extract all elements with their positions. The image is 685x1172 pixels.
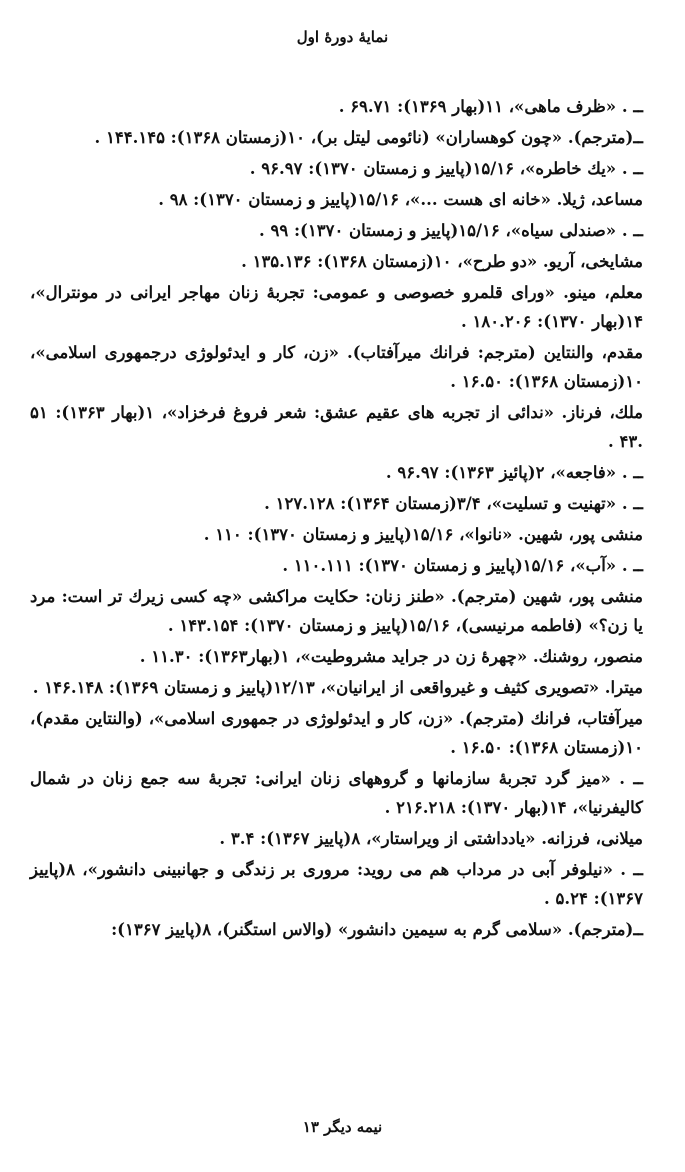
bibliography-list	[30, 92, 643, 946]
bibliography-entry: ملك، فرناز. «ندائی از تجربه های عقیم عشق: شعر فروغ فرخزاد»، ۱(بهار ۱۳۶۳): ۵۱ .۴۳ .	[30, 403, 643, 451]
bibliography-entry: منصور، روشنك. «چهرهٔ زن در جراید مشروطیت»، ۱(بهار۱۳۶۳): ۱۱.۳۰ .	[139, 647, 643, 666]
bibliography-entry: مساعد، ژیلا. «خانه ای هست ...»، ۱۵/۱۶(پاییز و زمستان ۱۳۷۰): ۹۸ .	[158, 190, 643, 209]
bibliography-entry: منشی پور، شهین (مترجم). «طنز زنان: حکایت مراکشی «چه کسی زیرك تر است: مرد یا زن؟» (فاطمه مرنیسی)، ۱۵/۱۶(پاییز و زمستان ۱۳۷۰): ۱۴۳.۱۵۴ .	[30, 587, 643, 635]
bibliography-entry: منشی پور، شهین. «نانوا»، ۱۵/۱۶(پاییز و زمستان ۱۳۷۰): ۱۱۰ .	[203, 525, 643, 544]
page-footer: نیمه دیگر ۱۳	[302, 1118, 383, 1136]
bibliography-entry: مشایخی، آریو. «دو طرح»، ۱۰(زمستان ۱۳۶۸): ۱۳۵.۱۳۶ .	[241, 252, 643, 271]
bibliography-entry: میترا. «تصویری کثیف و غیرواقعی از ایرانیان»، ۱۲/۱۳(پاییز و زمستان ۱۳۶۹): ۱۴۶.۱۴۸ .	[32, 678, 643, 697]
bibliography-entry: ــ . «ظرف ماهی»، ۱۱(بهار ۱۳۶۹): ۶۹.۷۱ .	[338, 97, 643, 116]
bibliography-entry: ــ . «صندلی سیاه»، ۱۵/۱۶(پاییز و زمستان ۱۳۷۰): ۹۹ .	[258, 221, 643, 240]
bibliography-entry: ــ . «تهنیت و تسلیت»، ۳/۴(زمستان ۱۳۶۴): ۱۲۷.۱۲۸ .	[264, 494, 643, 513]
bibliography-entry: ــ . «میز گرد تجربهٔ سازمانها و گروههای زنان ایرانی: تجربهٔ سه جمع زنان در شمال کالیفرنیا»، ۱۴(بهار ۱۳۷۰): ۲۱۶.۲۱۸ .	[30, 769, 643, 817]
bibliography-entry: ــ . «آب»، ۱۵/۱۶(پاییز و زمستان ۱۳۷۰): ۱۱۰.۱۱۱ .	[282, 556, 643, 575]
bibliography-entry: ــ . «یك خاطره»، ۱۵/۱۶(پاییز و زمستان ۱۳۷۰): ۹۶.۹۷ .	[249, 159, 643, 178]
bibliography-entry: ــ(مترجم). «چون کوهساران» (نائومی لیتل بر)، ۱۰(زمستان ۱۳۶۸): ۱۴۴.۱۴۵ .	[94, 128, 643, 147]
bibliography-entry: ــ . «فاجعه»، ۲(پائیز ۱۳۶۳): ۹۶.۹۷ .	[385, 463, 643, 482]
bibliography-entry: ــ . «نیلوفر آبی در مرداب هم می روید: مروری بر زندگی و جهانبینی دانشور»، ۸(پاییز ۱۳۶۷): ۵.۲۴ .	[30, 860, 643, 908]
running-head: نمایهٔ دورهٔ اول	[296, 28, 389, 46]
bibliography-entry: ــ(مترجم). «سلامی گرم به سیمین دانشور» (والاس استگنر)، ۸(پاییز ۱۳۶۷):	[111, 920, 643, 939]
bibliography-entry: میرآفتاب، فرانك (مترجم). «زن، کار و ایدئولوژی در جمهوری اسلامی»، (والنتاین مقدم)، ۱۰(زمستان ۱۳۶۸): ۱۶.۵۰ .	[30, 709, 643, 757]
bibliography-entry: میلانی، فرزانه. «یادداشتی از ویراستار»، ۸(پاییز ۱۳۶۷): ۳.۴ .	[219, 829, 643, 848]
bibliography-entry: معلم، مینو. «ورای قلمرو خصوصی و عمومی: تجربهٔ زنان مهاجر ایرانی در مونترال»، ۱۴(بهار ۱۳۷۰): ۱۸۰.۲۰۶ .	[30, 283, 643, 331]
bibliography-entry: مقدم، والنتاین (مترجم: فرانك میرآفتاب). «زن، کار و ایدئولوژی درجمهوری اسلامی»، ۱۰(زمستان ۱۳۶۸): ۱۶.۵۰ .	[30, 343, 643, 391]
